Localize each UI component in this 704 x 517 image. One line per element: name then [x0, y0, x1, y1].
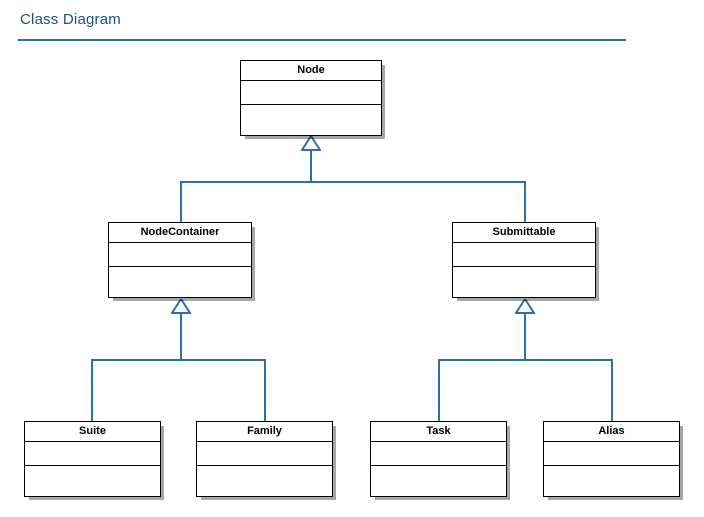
- class-box-task[interactable]: [370, 421, 507, 497]
- class-name-suite: Suite: [25, 422, 160, 442]
- class-attributes-suite: [25, 442, 160, 466]
- title-divider: [18, 39, 626, 41]
- edge-submittable-riser: [524, 181, 526, 223]
- class-operations-alias: [544, 466, 679, 490]
- class-operations-nodecontainer: [109, 267, 251, 291]
- class-box-suite[interactable]: [24, 421, 161, 497]
- class-attributes-alias: [544, 442, 679, 466]
- edge-submittable-stem: [524, 313, 526, 360]
- class-name-node: Node: [241, 61, 381, 81]
- edge-alias-riser: [611, 359, 613, 421]
- class-box-submittable[interactable]: [452, 222, 596, 298]
- class-box-nodecontainer[interactable]: [108, 222, 252, 298]
- class-name-task: Task: [371, 422, 506, 442]
- class-box-alias[interactable]: [543, 421, 680, 497]
- class-name-submittable: Submittable: [453, 223, 595, 243]
- edge-suite-riser: [91, 359, 93, 421]
- inheritance-arrow-to-submittable: [515, 299, 535, 313]
- edge-nodecontainer-stem: [180, 313, 182, 360]
- class-attributes-submittable: [453, 243, 595, 267]
- class-box-node[interactable]: [240, 60, 382, 136]
- edge-node-crossbar: [180, 181, 526, 183]
- class-attributes-node: [241, 81, 381, 105]
- edge-nodecontainer-riser: [180, 181, 182, 223]
- class-attributes-family: [197, 442, 332, 466]
- class-operations-submittable: [453, 267, 595, 291]
- page-title: Class Diagram: [20, 11, 121, 28]
- class-operations-task: [371, 466, 506, 490]
- class-operations-suite: [25, 466, 160, 490]
- class-name-family: Family: [197, 422, 332, 442]
- class-attributes-nodecontainer: [109, 243, 251, 267]
- class-box-family[interactable]: [196, 421, 333, 497]
- class-operations-node: [241, 105, 381, 129]
- inheritance-arrow-to-node: [301, 136, 321, 150]
- class-name-nodecontainer: NodeContainer: [109, 223, 251, 243]
- edge-submittable-crossbar: [438, 359, 613, 361]
- edge-node-stem: [310, 150, 312, 182]
- edge-nodecontainer-crossbar: [91, 359, 266, 361]
- inheritance-arrow-to-nodecontainer: [171, 299, 191, 313]
- class-attributes-task: [371, 442, 506, 466]
- edge-family-riser: [264, 359, 266, 421]
- class-operations-family: [197, 466, 332, 490]
- edge-task-riser: [438, 359, 440, 421]
- class-name-alias: Alias: [544, 422, 679, 442]
